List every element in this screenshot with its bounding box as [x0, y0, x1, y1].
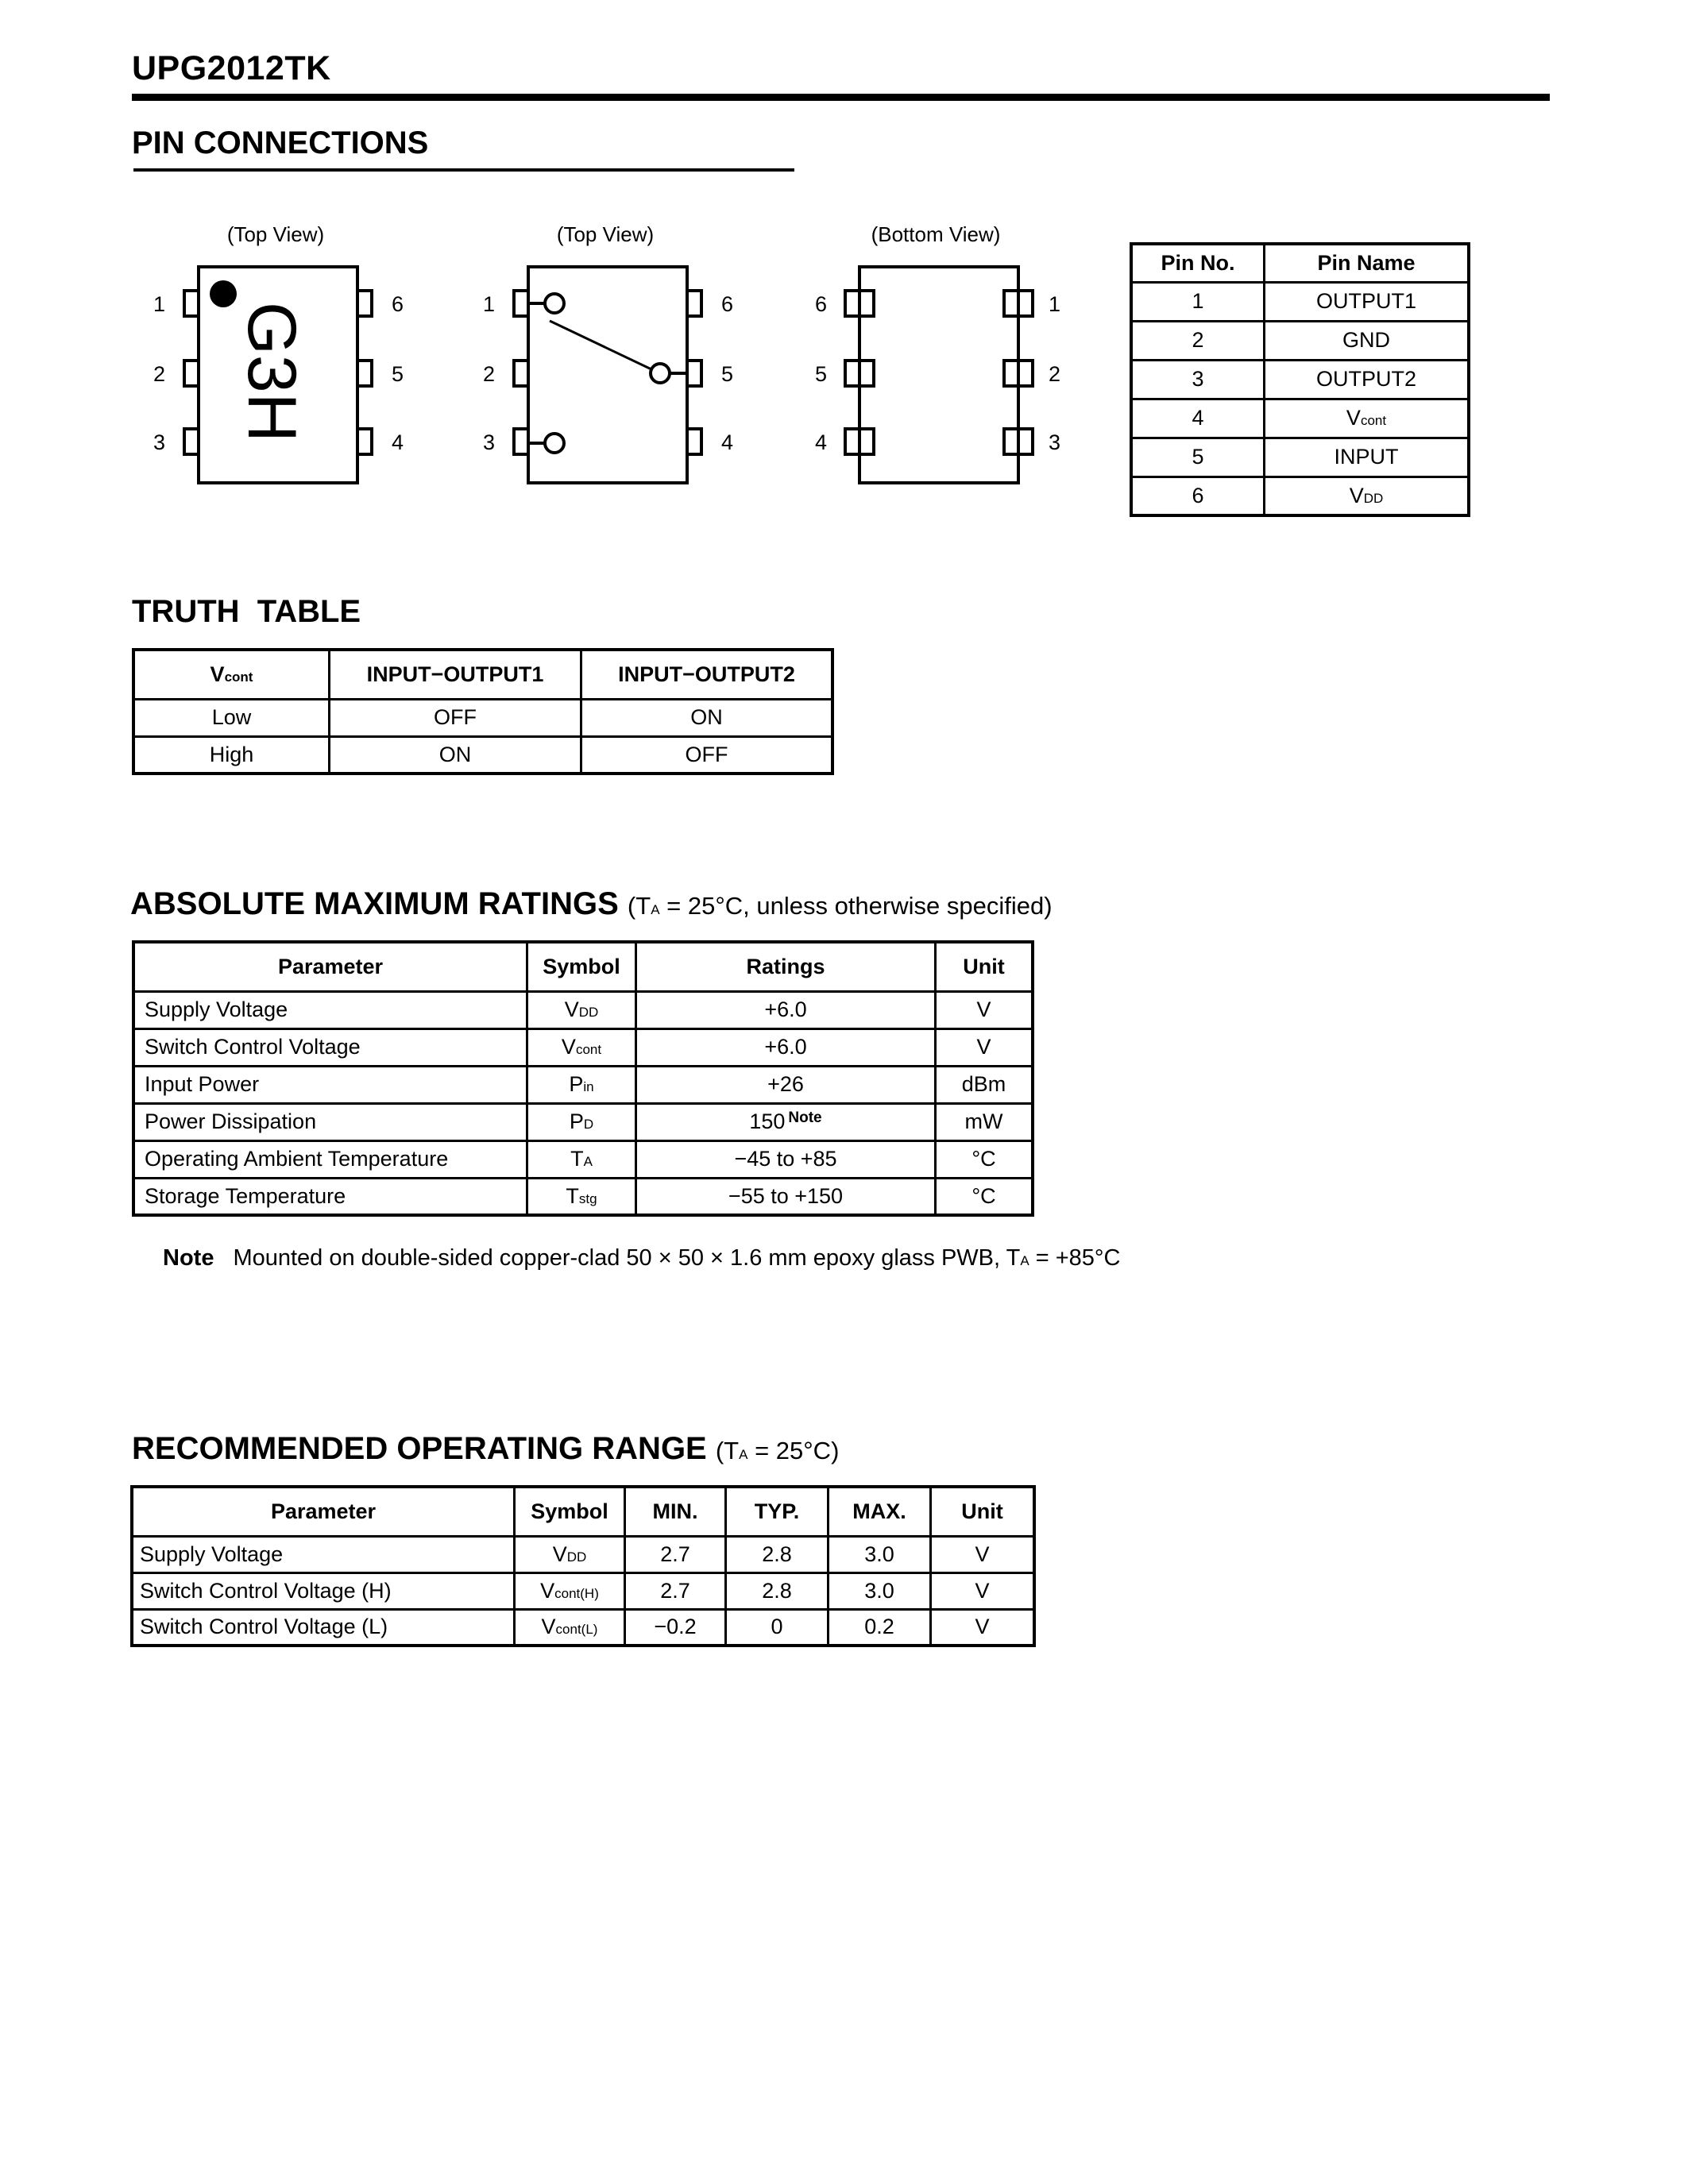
- rec-header-min: MIN.: [625, 1487, 726, 1536]
- p2-pin-5: 5: [721, 362, 734, 386]
- truth-table-title: TRUTH TABLE: [132, 594, 361, 629]
- pin-name: Vcont: [1265, 399, 1470, 438]
- abs-unit: V: [936, 991, 1033, 1028]
- abs-symbol: PD: [527, 1103, 636, 1140]
- abs-unit: V: [936, 1028, 1033, 1066]
- rec-max: 3.0: [829, 1572, 931, 1609]
- rec-symbol: Vcont(H): [515, 1572, 625, 1609]
- view-label-2: (Top View): [556, 222, 655, 246]
- abs-rating: −55 to +150: [636, 1178, 936, 1215]
- rec-unit: V: [931, 1536, 1035, 1572]
- p3-pin-6: 6: [815, 292, 828, 316]
- p2-pin-2: 2: [483, 362, 496, 386]
- pin-no: 6: [1131, 477, 1265, 515]
- rec-header-typ: TYP.: [726, 1487, 829, 1536]
- truth-header-out2: INPUT−OUTPUT2: [581, 650, 833, 699]
- package-3-body: [859, 267, 1018, 483]
- table-row: [1131, 321, 1469, 360]
- rec-min: 2.7: [625, 1536, 726, 1572]
- abs-max-note: Note Mounted on double-sided copper-clad 50 × 50 × 1.6 mm epoxy glass PWB, TA = +85°C: [163, 1245, 1121, 1271]
- rec-max: 3.0: [829, 1536, 931, 1572]
- pin1-dot: [210, 280, 237, 307]
- abs-symbol: Vcont: [527, 1028, 636, 1066]
- rec-op-condition: (TA = 25°C): [715, 1437, 840, 1464]
- abs-unit: mW: [936, 1103, 1033, 1140]
- pin-name: INPUT: [1265, 438, 1470, 477]
- p3-pin-3: 3: [1049, 430, 1061, 454]
- pin-table-header-no: Pin No.: [1131, 244, 1265, 282]
- truth-out2: ON: [581, 699, 833, 736]
- truth-header-vcont: Vcont: [133, 650, 330, 699]
- note-marker: Note: [788, 1109, 822, 1126]
- pin-no: 4: [1131, 399, 1265, 438]
- rec-max: 0.2: [829, 1609, 931, 1646]
- table-row: [132, 1572, 1034, 1609]
- table-row: [133, 1103, 1033, 1140]
- rec-op-table: [130, 1485, 1036, 1647]
- pin-no: 1: [1131, 282, 1265, 321]
- rec-typ: 2.8: [726, 1536, 829, 1572]
- pin-name: OUTPUT2: [1265, 360, 1470, 399]
- p1-pin-2: 2: [153, 362, 166, 386]
- p1-pin-4: 4: [392, 430, 404, 454]
- abs-symbol: Pin: [527, 1066, 636, 1103]
- abs-header-ratings: Ratings: [636, 942, 936, 991]
- abs-param: Supply Voltage: [133, 991, 527, 1028]
- abs-param: Switch Control Voltage: [133, 1028, 527, 1066]
- table-row: [133, 1140, 1033, 1178]
- rec-typ: 0: [726, 1609, 829, 1646]
- table-row: [133, 1028, 1033, 1066]
- truth-vcont: High: [133, 736, 330, 774]
- rec-symbol: Vcont(L): [515, 1609, 625, 1646]
- pin-connections-title: PIN CONNECTIONS: [132, 125, 429, 160]
- table-row: [133, 991, 1033, 1028]
- pin-no: 2: [1131, 321, 1265, 360]
- table-row: [1131, 282, 1469, 321]
- abs-symbol: TA: [527, 1140, 636, 1178]
- abs-param: Operating Ambient Temperature: [133, 1140, 527, 1178]
- abs-rating: 150 $^{Note}$: [636, 1103, 936, 1140]
- rec-typ: 2.8: [726, 1572, 829, 1609]
- p2-pin-1: 1: [483, 292, 496, 316]
- abs-unit: dBm: [936, 1066, 1033, 1103]
- pin-table-header-name: Pin Name: [1265, 244, 1470, 282]
- view-label-1: (Top View): [226, 222, 325, 246]
- truth-out1: ON: [330, 736, 581, 774]
- p1-pin-3: 3: [153, 430, 166, 454]
- pin-name: VDD: [1265, 477, 1470, 515]
- p1-pin-1: 1: [153, 292, 166, 316]
- rec-header-param: Parameter: [132, 1487, 515, 1536]
- pin-no: 5: [1131, 438, 1265, 477]
- note-label: Note: [163, 1245, 214, 1271]
- abs-rating: +26: [636, 1066, 936, 1103]
- table-row: [133, 736, 832, 774]
- abs-header-symbol: Symbol: [527, 942, 636, 991]
- p3-pin-2: 2: [1049, 362, 1061, 386]
- p3-pin-1: 1: [1049, 292, 1061, 316]
- table-row: [133, 1066, 1033, 1103]
- p2-pin-4: 4: [721, 430, 734, 454]
- switch-terminal-5: [651, 364, 670, 383]
- pin-name: GND: [1265, 321, 1470, 360]
- rec-header-max: MAX.: [829, 1487, 931, 1536]
- abs-rating: +6.0: [636, 991, 936, 1028]
- abs-param: Storage Temperature: [133, 1178, 527, 1215]
- truth-table: [132, 648, 834, 775]
- abs-rating: +6.0: [636, 1028, 936, 1066]
- switch-terminal-3: [545, 434, 564, 453]
- abs-header-param: Parameter: [133, 942, 527, 991]
- pin-name: OUTPUT1: [1265, 282, 1470, 321]
- abs-max-condition: (TA = 25°C, unless otherwise specified): [627, 892, 1053, 920]
- rec-header-symbol: Symbol: [515, 1487, 625, 1536]
- p1-pin-5: 5: [392, 362, 404, 386]
- truth-header-out1: INPUT−OUTPUT1: [330, 650, 581, 699]
- truth-out1: OFF: [330, 699, 581, 736]
- p2-pin-3: 3: [483, 430, 496, 454]
- p3-pin-4: 4: [815, 430, 828, 454]
- truth-out2: OFF: [581, 736, 833, 774]
- abs-rating: −45 to +85: [636, 1140, 936, 1178]
- switch-terminal-1: [545, 294, 564, 313]
- rec-param: Supply Voltage: [132, 1536, 515, 1572]
- table-row: [132, 1609, 1034, 1646]
- pin-table: [1130, 242, 1470, 517]
- rec-param: Switch Control Voltage (H): [132, 1572, 515, 1609]
- abs-unit: °C: [936, 1178, 1033, 1215]
- rec-min: −0.2: [625, 1609, 726, 1646]
- abs-param: Power Dissipation: [133, 1103, 527, 1140]
- table-row: [1131, 399, 1469, 438]
- table-row: [1131, 477, 1469, 515]
- table-row: [133, 699, 832, 736]
- abs-max-table: [132, 940, 1034, 1217]
- rec-symbol: VDD: [515, 1536, 625, 1572]
- table-row: [1131, 360, 1469, 399]
- package-2-body: [528, 267, 687, 483]
- pin-no: 3: [1131, 360, 1265, 399]
- rec-op-title: RECOMMENDED OPERATING RANGE (TA = 25°C): [132, 1431, 840, 1466]
- view-label-3: (Bottom View): [871, 222, 1001, 246]
- rec-unit: V: [931, 1572, 1035, 1609]
- p1-pin-6: 6: [392, 292, 404, 316]
- p3-pin-5: 5: [815, 362, 828, 386]
- rec-unit: V: [931, 1609, 1035, 1646]
- document-title: UPG2012TK: [132, 49, 331, 87]
- abs-param: Input Power: [133, 1066, 527, 1103]
- abs-header-unit: Unit: [936, 942, 1033, 991]
- abs-unit: °C: [936, 1140, 1033, 1178]
- truth-vcont: Low: [133, 699, 330, 736]
- abs-max-title: ABSOLUTE MAXIMUM RATINGS (TA = 25°C, unless otherwise specified): [130, 886, 1053, 921]
- abs-symbol: VDD: [527, 991, 636, 1028]
- table-row: [133, 1178, 1033, 1215]
- p2-pin-6: 6: [721, 292, 734, 316]
- rec-header-unit: Unit: [931, 1487, 1035, 1536]
- switch-arm: [550, 321, 651, 369]
- table-row: [132, 1536, 1034, 1572]
- rec-min: 2.7: [625, 1572, 726, 1609]
- abs-symbol: Tstg: [527, 1178, 636, 1215]
- rec-param: Switch Control Voltage (L): [132, 1609, 515, 1646]
- marking-text: G3H: [234, 302, 310, 442]
- table-row: [1131, 438, 1469, 477]
